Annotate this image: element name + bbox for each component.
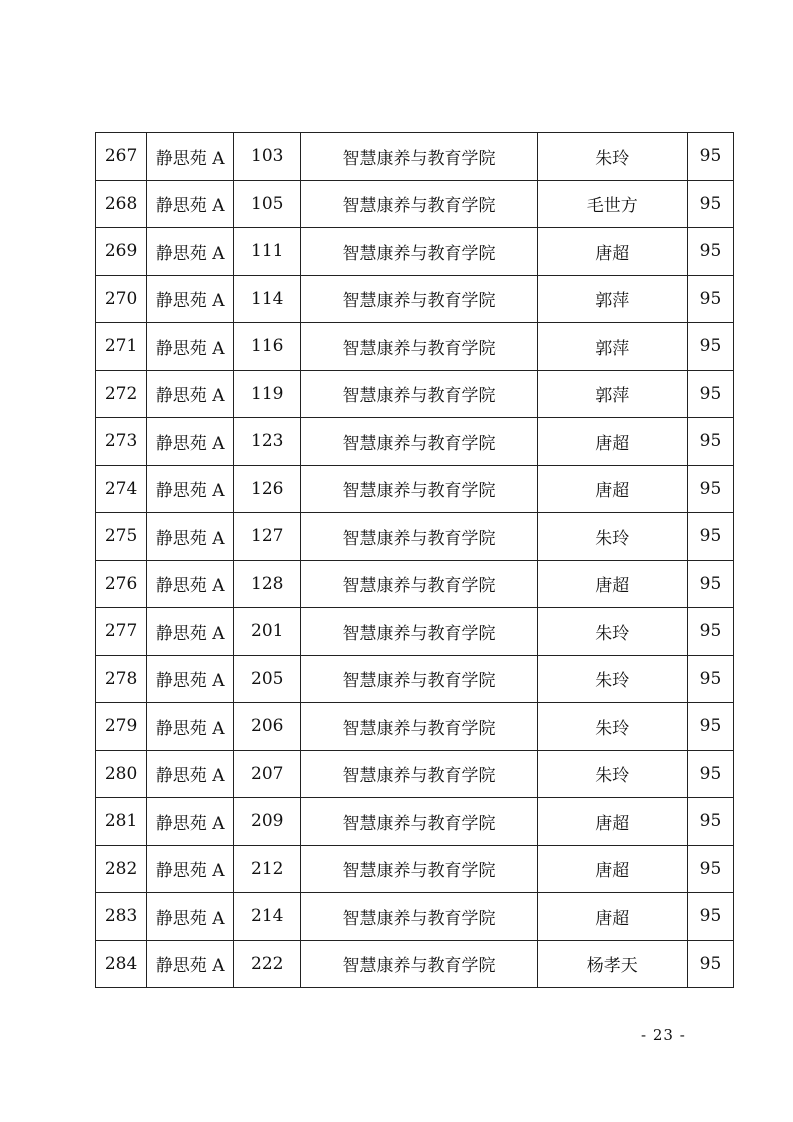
counselor-cell: 朱玲 bbox=[537, 750, 687, 798]
building-cell: 静思苑 A bbox=[147, 228, 234, 276]
counselor-cell: 朱玲 bbox=[537, 513, 687, 561]
room-number-cell: 222 bbox=[234, 940, 301, 988]
row-number-cell: 278 bbox=[96, 655, 147, 703]
page-number: - 23 - bbox=[641, 1026, 686, 1044]
college-cell: 智慧康养与教育学院 bbox=[301, 180, 537, 228]
building-cell: 静思苑 A bbox=[147, 323, 234, 371]
college-cell: 智慧康养与教育学院 bbox=[301, 275, 537, 323]
building-cell: 静思苑 A bbox=[147, 940, 234, 988]
building-cell: 静思苑 A bbox=[147, 418, 234, 466]
score-cell: 95 bbox=[687, 608, 733, 656]
score-cell: 95 bbox=[687, 228, 733, 276]
score-cell: 95 bbox=[687, 465, 733, 513]
building-cell: 静思苑 A bbox=[147, 180, 234, 228]
college-cell: 智慧康养与教育学院 bbox=[301, 465, 537, 513]
college-cell: 智慧康养与教育学院 bbox=[301, 133, 537, 181]
score-cell: 95 bbox=[687, 370, 733, 418]
room-number-cell: 127 bbox=[234, 513, 301, 561]
table-row bbox=[96, 560, 734, 608]
building-cell: 静思苑 A bbox=[147, 655, 234, 703]
table-row bbox=[96, 845, 734, 893]
score-cell: 95 bbox=[687, 798, 733, 846]
table-row bbox=[96, 703, 734, 751]
row-number-cell: 272 bbox=[96, 370, 147, 418]
room-number-cell: 105 bbox=[234, 180, 301, 228]
row-number-cell: 269 bbox=[96, 228, 147, 276]
college-cell: 智慧康养与教育学院 bbox=[301, 228, 537, 276]
table-row bbox=[96, 798, 734, 846]
college-cell: 智慧康养与教育学院 bbox=[301, 845, 537, 893]
building-cell: 静思苑 A bbox=[147, 275, 234, 323]
counselor-cell: 朱玲 bbox=[537, 703, 687, 751]
table-row bbox=[96, 750, 734, 798]
room-number-cell: 212 bbox=[234, 845, 301, 893]
room-number-cell: 114 bbox=[234, 275, 301, 323]
room-number-cell: 209 bbox=[234, 798, 301, 846]
score-cell: 95 bbox=[687, 750, 733, 798]
counselor-cell: 郭萍 bbox=[537, 323, 687, 371]
counselor-cell: 郭萍 bbox=[537, 370, 687, 418]
table-row bbox=[96, 893, 734, 941]
room-number-cell: 126 bbox=[234, 465, 301, 513]
score-cell: 95 bbox=[687, 418, 733, 466]
room-number-cell: 116 bbox=[234, 323, 301, 371]
counselor-cell: 唐超 bbox=[537, 465, 687, 513]
counselor-cell: 唐超 bbox=[537, 798, 687, 846]
table-row bbox=[96, 418, 734, 466]
score-cell: 95 bbox=[687, 133, 733, 181]
college-cell: 智慧康养与教育学院 bbox=[301, 513, 537, 561]
table-row bbox=[96, 370, 734, 418]
row-number-cell: 280 bbox=[96, 750, 147, 798]
college-cell: 智慧康养与教育学院 bbox=[301, 655, 537, 703]
room-number-cell: 207 bbox=[234, 750, 301, 798]
college-cell: 智慧康养与教育学院 bbox=[301, 370, 537, 418]
building-cell: 静思苑 A bbox=[147, 750, 234, 798]
building-cell: 静思苑 A bbox=[147, 513, 234, 561]
row-number-cell: 282 bbox=[96, 845, 147, 893]
table-row bbox=[96, 465, 734, 513]
building-cell: 静思苑 A bbox=[147, 560, 234, 608]
building-cell: 静思苑 A bbox=[147, 370, 234, 418]
row-number-cell: 270 bbox=[96, 275, 147, 323]
room-number-cell: 201 bbox=[234, 608, 301, 656]
room-number-cell: 205 bbox=[234, 655, 301, 703]
room-number-cell: 123 bbox=[234, 418, 301, 466]
counselor-cell: 唐超 bbox=[537, 560, 687, 608]
counselor-cell: 唐超 bbox=[537, 228, 687, 276]
table-row bbox=[96, 655, 734, 703]
row-number-cell: 281 bbox=[96, 798, 147, 846]
college-cell: 智慧康养与教育学院 bbox=[301, 418, 537, 466]
table-row bbox=[96, 513, 734, 561]
score-cell: 95 bbox=[687, 323, 733, 371]
college-cell: 智慧康养与教育学院 bbox=[301, 323, 537, 371]
college-cell: 智慧康养与教育学院 bbox=[301, 750, 537, 798]
counselor-cell: 毛世方 bbox=[537, 180, 687, 228]
table-row bbox=[96, 133, 734, 181]
table-body bbox=[96, 133, 734, 988]
room-number-cell: 119 bbox=[234, 370, 301, 418]
score-cell: 95 bbox=[687, 703, 733, 751]
row-number-cell: 271 bbox=[96, 323, 147, 371]
building-cell: 静思苑 A bbox=[147, 608, 234, 656]
building-cell: 静思苑 A bbox=[147, 465, 234, 513]
room-number-cell: 103 bbox=[234, 133, 301, 181]
college-cell: 智慧康养与教育学院 bbox=[301, 940, 537, 988]
college-cell: 智慧康养与教育学院 bbox=[301, 703, 537, 751]
college-cell: 智慧康养与教育学院 bbox=[301, 608, 537, 656]
counselor-cell: 唐超 bbox=[537, 418, 687, 466]
counselor-cell: 杨孝天 bbox=[537, 940, 687, 988]
building-cell: 静思苑 A bbox=[147, 893, 234, 941]
row-number-cell: 273 bbox=[96, 418, 147, 466]
score-cell: 95 bbox=[687, 513, 733, 561]
counselor-cell: 朱玲 bbox=[537, 608, 687, 656]
table-row bbox=[96, 275, 734, 323]
row-number-cell: 277 bbox=[96, 608, 147, 656]
row-number-cell: 279 bbox=[96, 703, 147, 751]
score-cell: 95 bbox=[687, 655, 733, 703]
row-number-cell: 276 bbox=[96, 560, 147, 608]
row-number-cell: 283 bbox=[96, 893, 147, 941]
room-number-cell: 128 bbox=[234, 560, 301, 608]
row-number-cell: 268 bbox=[96, 180, 147, 228]
score-cell: 95 bbox=[687, 940, 733, 988]
dormitory-table bbox=[95, 132, 734, 988]
counselor-cell: 朱玲 bbox=[537, 655, 687, 703]
row-number-cell: 284 bbox=[96, 940, 147, 988]
score-cell: 95 bbox=[687, 845, 733, 893]
score-cell: 95 bbox=[687, 275, 733, 323]
building-cell: 静思苑 A bbox=[147, 133, 234, 181]
table-row bbox=[96, 940, 734, 988]
table-row bbox=[96, 180, 734, 228]
counselor-cell: 唐超 bbox=[537, 845, 687, 893]
counselor-cell: 郭萍 bbox=[537, 275, 687, 323]
table-row bbox=[96, 323, 734, 371]
room-number-cell: 214 bbox=[234, 893, 301, 941]
counselor-cell: 唐超 bbox=[537, 893, 687, 941]
room-number-cell: 206 bbox=[234, 703, 301, 751]
table-row bbox=[96, 228, 734, 276]
college-cell: 智慧康养与教育学院 bbox=[301, 560, 537, 608]
score-cell: 95 bbox=[687, 180, 733, 228]
building-cell: 静思苑 A bbox=[147, 703, 234, 751]
counselor-cell: 朱玲 bbox=[537, 133, 687, 181]
table-row bbox=[96, 608, 734, 656]
room-number-cell: 111 bbox=[234, 228, 301, 276]
building-cell: 静思苑 A bbox=[147, 798, 234, 846]
row-number-cell: 275 bbox=[96, 513, 147, 561]
building-cell: 静思苑 A bbox=[147, 845, 234, 893]
score-cell: 95 bbox=[687, 893, 733, 941]
score-cell: 95 bbox=[687, 560, 733, 608]
college-cell: 智慧康养与教育学院 bbox=[301, 893, 537, 941]
college-cell: 智慧康养与教育学院 bbox=[301, 798, 537, 846]
row-number-cell: 274 bbox=[96, 465, 147, 513]
row-number-cell: 267 bbox=[96, 133, 147, 181]
